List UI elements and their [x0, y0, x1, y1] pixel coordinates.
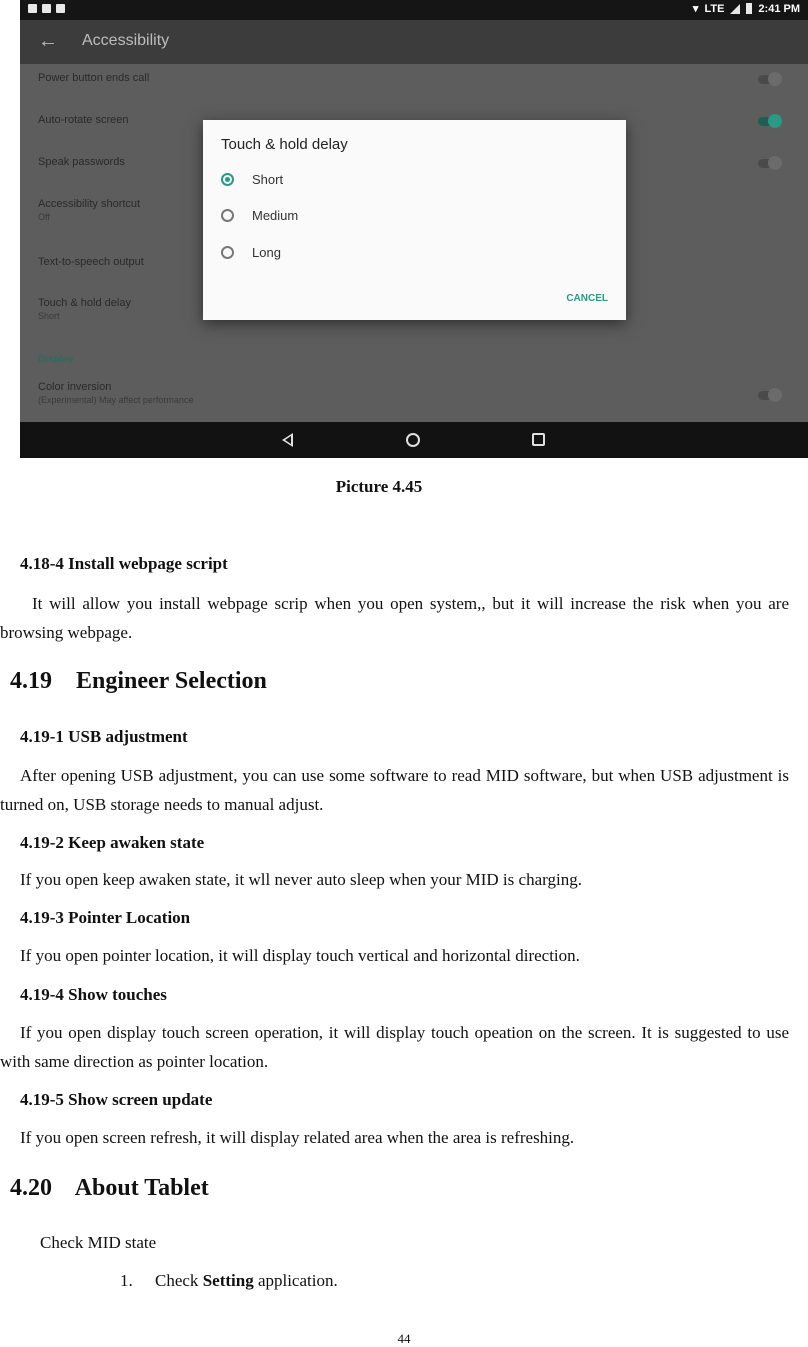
page-number — [0, 1331, 808, 1347]
nav-back-icon[interactable] — [282, 433, 293, 447]
setting-label: Touch & hold delay — [38, 297, 131, 309]
auto-rotate-toggle[interactable] — [758, 117, 780, 126]
setting-accessibility-shortcut[interactable] — [38, 198, 140, 222]
page-title: Accessibility — [82, 32, 170, 49]
setting-label: Auto-rotate screen — [38, 114, 129, 126]
paragraph-show-touches: If you open display touch screen operation, it will display touch opeation on the screen. It is suggested to use with same direction as pointer location. — [0, 1023, 789, 1071]
device-screenshot — [20, 0, 808, 458]
speak-passwords-toggle[interactable] — [758, 159, 780, 168]
nav-recents-icon[interactable] — [532, 433, 545, 446]
setting-label: Color inversion — [38, 381, 112, 393]
setting-power-button-ends-call[interactable] — [38, 72, 149, 84]
setting-color-inversion[interactable] — [38, 381, 193, 405]
radio-icon[interactable] — [221, 209, 234, 222]
dialog-title: Touch & hold delay — [221, 136, 348, 153]
heading-4-19-1: 4.19-1 USB adjustment — [20, 727, 188, 746]
setting-label: Power button ends call — [38, 72, 150, 84]
radio-icon[interactable] — [221, 246, 234, 259]
section-title: Engineer Selection — [76, 668, 267, 694]
radio-selected-icon[interactable] — [221, 173, 234, 186]
app-bar — [20, 20, 808, 64]
step-text-pre: Check — [155, 1271, 203, 1290]
option-label: Short — [252, 172, 284, 187]
step-1 — [120, 1271, 338, 1291]
touch-hold-delay-dialog — [203, 120, 626, 320]
paragraph-show-screen-update: If you open screen refresh, it will display related area when the area is refreshing. — [20, 1128, 575, 1147]
heading-4-19-2: 4.19-2 Keep awaken state — [20, 833, 205, 852]
notification-icon — [56, 4, 65, 13]
option-long[interactable] — [221, 245, 281, 260]
paragraph-pointer-location: If you open pointer location, it will display touch vertical and horizontal direction. — [20, 946, 580, 965]
figure-caption — [0, 477, 808, 497]
heading-4-19-3: 4.19-3 Pointer Location — [20, 908, 191, 927]
setting-label: Accessibility shortcut — [38, 198, 141, 210]
option-medium[interactable] — [221, 208, 298, 223]
section-number: 4.19 — [10, 668, 52, 694]
heading-4-20 — [10, 1175, 209, 1202]
power-button-toggle[interactable] — [758, 75, 780, 84]
setting-summary: Off — [38, 212, 50, 222]
navigation-bar — [20, 422, 808, 458]
setting-label: Speak passwords — [38, 156, 125, 168]
heading-4-19 — [10, 668, 267, 695]
battery-icon — [746, 3, 752, 14]
color-inversion-toggle[interactable] — [758, 391, 780, 400]
status-bar — [20, 0, 808, 20]
check-mid-state: Check MID state — [40, 1233, 157, 1252]
nav-home-icon[interactable] — [406, 433, 420, 447]
step-text-bold: Setting — [202, 1271, 254, 1290]
option-short[interactable] — [221, 172, 283, 187]
setting-tts-output[interactable] — [38, 256, 144, 268]
page-number-text: 44 — [397, 1331, 411, 1346]
signal-icon — [730, 4, 740, 14]
setting-summary: Short — [38, 311, 60, 321]
heading-4-19-5: 4.19-5 Show screen update — [20, 1090, 213, 1109]
notification-icon — [28, 4, 37, 13]
status-right — [693, 2, 800, 15]
setting-speak-passwords[interactable] — [38, 156, 125, 168]
notification-icons — [28, 4, 65, 13]
cancel-button[interactable]: CANCEL — [566, 293, 608, 304]
heading-4-19-4: 4.19-4 Show touches — [20, 985, 167, 1004]
step-text-post: application. — [253, 1271, 338, 1290]
option-label: Medium — [252, 208, 299, 223]
setting-touch-hold-delay[interactable] — [38, 297, 131, 321]
wifi-icon: ▾ — [692, 3, 699, 15]
caption-text: Picture 4.45 — [335, 477, 423, 496]
section-title: About Tablet — [74, 1175, 209, 1201]
back-arrow-icon[interactable]: ← — [38, 30, 58, 52]
notification-icon — [42, 4, 51, 13]
setting-label: Text-to-speech output — [38, 256, 144, 268]
setting-summary: (Experimental) May affect performance — [38, 395, 194, 405]
paragraph-install-webpage-script: It will allow you install webpage scrip when you open system,, but it will increase the risk when you are browsing webpage. — [0, 594, 789, 642]
section-number: 4.20 — [10, 1175, 52, 1201]
setting-auto-rotate[interactable] — [38, 114, 129, 126]
step-number: 1. — [120, 1271, 133, 1290]
heading-4-18-4: 4.18-4 Install webpage script — [20, 554, 228, 573]
option-label: Long — [252, 245, 281, 260]
clock: 2:41 PM — [758, 2, 800, 15]
section-header-display: Display — [38, 354, 74, 365]
network-label: LTE — [704, 2, 725, 15]
paragraph-keep-awaken: If you open keep awaken state, it wll never auto sleep when your MID is charging. — [20, 870, 582, 889]
paragraph-usb-adjustment: After opening USB adjustment, you can use some software to read MID software, but when USB adjustment is turned on, USB storage needs to manual adjust. — [0, 766, 789, 814]
